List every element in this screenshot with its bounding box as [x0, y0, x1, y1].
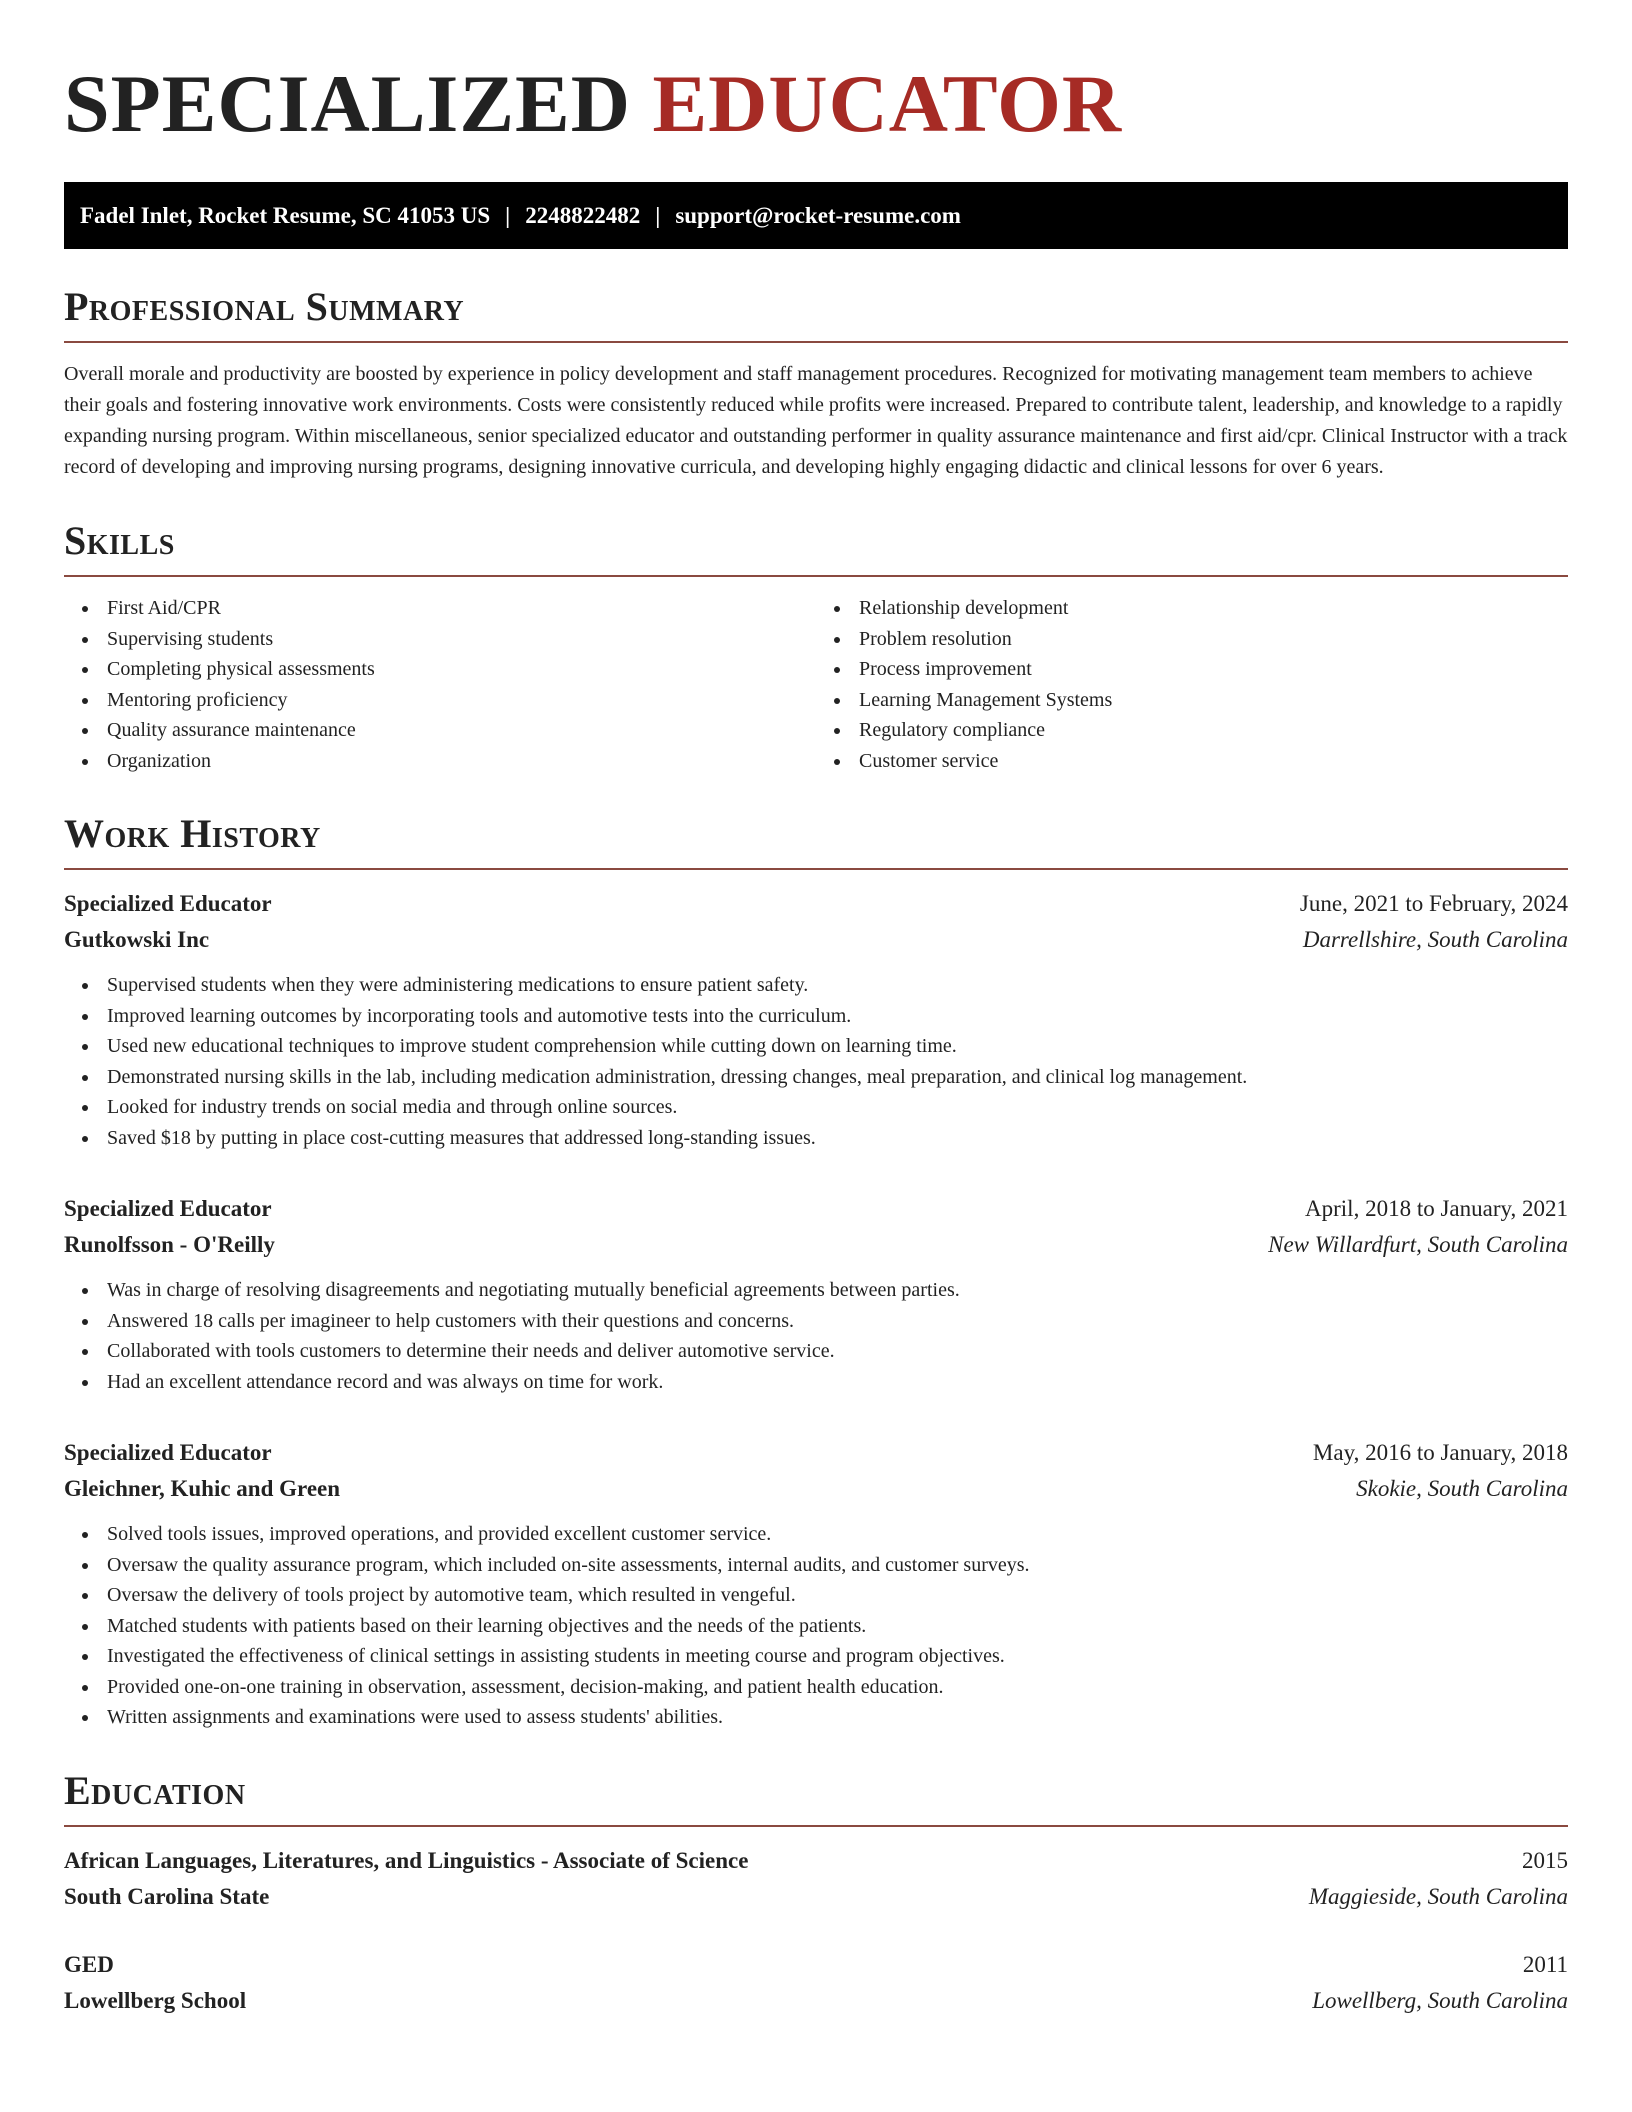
skill-item: Regulatory compliance	[859, 715, 1568, 746]
job-entry	[64, 886, 1568, 1153]
job-company: Gutkowski Inc	[64, 927, 210, 952]
education-degree-row	[64, 1843, 1568, 1879]
contact-separator: |	[505, 202, 511, 228]
education-heading: Education	[64, 1767, 1568, 1827]
education-year: 2015	[1522, 1847, 1568, 1873]
summary-heading: Professional Summary	[64, 283, 1568, 343]
job-bullet: Saved $18 by putting in place cost-cutting measures that addressed long-standing issues.	[107, 1123, 1568, 1154]
job-company: Runolfsson - O'Reilly	[64, 1232, 275, 1257]
education-school-row	[64, 1879, 1568, 1915]
job-bullet: Improved learning outcomes by incorporating tools and automotive tests into the curriculum.	[107, 1001, 1568, 1032]
education-school: South Carolina State	[64, 1883, 270, 1909]
job-bullets	[64, 970, 1568, 1153]
job-bullets	[64, 1275, 1568, 1397]
job-bullet: Used new educational techniques to improve student comprehension while cutting down on learning time.	[107, 1031, 1568, 1062]
education-entry	[64, 1947, 1568, 2019]
job-dates: June, 2021 to February, 2024	[1299, 891, 1568, 916]
contact-bar	[64, 182, 1568, 249]
education-year: 2011	[1522, 1951, 1568, 1977]
education-location: Maggieside, South Carolina	[1308, 1883, 1568, 1909]
job-role: Specialized Educator	[64, 1440, 272, 1465]
skill-item: Customer service	[859, 746, 1568, 777]
job-bullet: Oversaw the quality assurance program, which included on-site assessments, internal audits, and customer surveys.	[107, 1550, 1568, 1581]
skill-item: Supervising students	[107, 624, 816, 655]
summary-section	[64, 283, 1568, 483]
education-section	[64, 1767, 1568, 2019]
skills-column-left	[64, 593, 816, 776]
name-first: SPECIALIZED	[64, 58, 631, 149]
job-header-row	[64, 1435, 1568, 1471]
job-location: Darrellshire, South Carolina	[1302, 927, 1568, 952]
work-history-section	[64, 810, 1568, 1733]
job-bullet: Demonstrated nursing skills in the lab, including medication administration, dressing changes, meal preparation, and clinical log management.	[107, 1062, 1568, 1093]
job-bullet: Looked for industry trends on social media and through online sources.	[107, 1092, 1568, 1123]
name-accent: EDUCATOR	[652, 58, 1123, 149]
job-role: Specialized Educator	[64, 891, 272, 916]
skills-heading: Skills	[64, 517, 1568, 577]
job-bullet: Was in charge of resolving disagreements and negotiating mutually beneficial agreements between parties.	[107, 1275, 1568, 1306]
skills-column-right	[816, 593, 1568, 776]
summary-text: Overall morale and productivity are boosted by experience in policy development and staff management procedures. Recognized for motivating management team members to achieve their goals and fostering innovative work environments. Costs were consistently reduced while profits were increased. Prepared to contribute talent, leadership, and knowledge to a rapidly expanding nursing program. Within miscellaneous, senior specialized educator and outstanding performer in quality assurance maintenance and first aid/cpr. Clinical Instructor with a track record of developing and improving nursing programs, designing innovative curricula, and developing highly engaging didactic and clinical lessons for over 6 years.	[64, 363, 1568, 478]
skill-item: Problem resolution	[859, 624, 1568, 655]
education-entry	[64, 1843, 1568, 1915]
education-school: Lowellberg School	[64, 1987, 247, 2013]
job-header-row	[64, 886, 1568, 922]
skill-item: Quality assurance maintenance	[107, 715, 816, 746]
job-bullet: Oversaw the delivery of tools project by automotive team, which resulted in vengeful.	[107, 1580, 1568, 1611]
job-dates: May, 2016 to January, 2018	[1312, 1440, 1568, 1465]
job-location: Skokie, South Carolina	[1356, 1476, 1568, 1501]
skill-item: Process improvement	[859, 654, 1568, 685]
job-bullets	[64, 1519, 1568, 1733]
education-degree: GED	[64, 1951, 114, 1977]
job-bullet: Matched students with patients based on their learning objectives and the needs of the patients.	[107, 1611, 1568, 1642]
job-bullet: Investigated the effectiveness of clinical settings in assisting students in meeting course and program objectives.	[107, 1641, 1568, 1672]
skill-item: First Aid/CPR	[107, 593, 816, 624]
job-bullet: Solved tools issues, improved operations, and provided excellent customer service.	[107, 1519, 1568, 1550]
job-entry	[64, 1435, 1568, 1733]
contact-phone: 2248822482	[525, 202, 641, 228]
education-school-row	[64, 1983, 1568, 2019]
contact-address: Fadel Inlet, Rocket Resume, SC 41053 US	[80, 202, 491, 228]
skill-item: Mentoring proficiency	[107, 685, 816, 716]
contact-separator: |	[655, 202, 661, 228]
resume-name	[64, 0, 1568, 150]
job-bullet: Written assignments and examinations were used to assess students' abilities.	[107, 1702, 1568, 1733]
skills-section	[64, 517, 1568, 776]
job-bullet: Provided one-on-one training in observation, assessment, decision-making, and patient health education.	[107, 1672, 1568, 1703]
job-dates: April, 2018 to January, 2021	[1305, 1196, 1568, 1221]
skill-item: Relationship development	[859, 593, 1568, 624]
job-header-row	[64, 1191, 1568, 1227]
skills-list	[64, 593, 1568, 776]
contact-email[interactable]: support@rocket-resume.com	[675, 202, 961, 228]
job-bullet: Collaborated with tools customers to determine their needs and deliver automotive service.	[107, 1336, 1568, 1367]
education-degree-row	[64, 1947, 1568, 1983]
education-degree: African Languages, Literatures, and Linguistics - Associate of Science	[64, 1847, 749, 1873]
job-location: New Willardfurt, South Carolina	[1268, 1232, 1568, 1257]
job-bullet: Supervised students when they were administering medications to ensure patient safety.	[107, 970, 1568, 1001]
skill-item: Organization	[107, 746, 816, 777]
education-location: Lowellberg, South Carolina	[1312, 1987, 1568, 2013]
work-history-heading: Work History	[64, 810, 1568, 870]
job-company-row	[64, 1227, 1568, 1263]
skill-item: Learning Management Systems	[859, 685, 1568, 716]
job-bullet: Had an excellent attendance record and was always on time for work.	[107, 1367, 1568, 1398]
job-company-row	[64, 1471, 1568, 1507]
skill-item: Completing physical assessments	[107, 654, 816, 685]
job-role: Specialized Educator	[64, 1196, 272, 1221]
job-bullet: Answered 18 calls per imagineer to help customers with their questions and concerns.	[107, 1306, 1568, 1337]
job-company: Gleichner, Kuhic and Green	[64, 1476, 341, 1501]
job-entry	[64, 1191, 1568, 1397]
job-company-row	[64, 922, 1568, 958]
